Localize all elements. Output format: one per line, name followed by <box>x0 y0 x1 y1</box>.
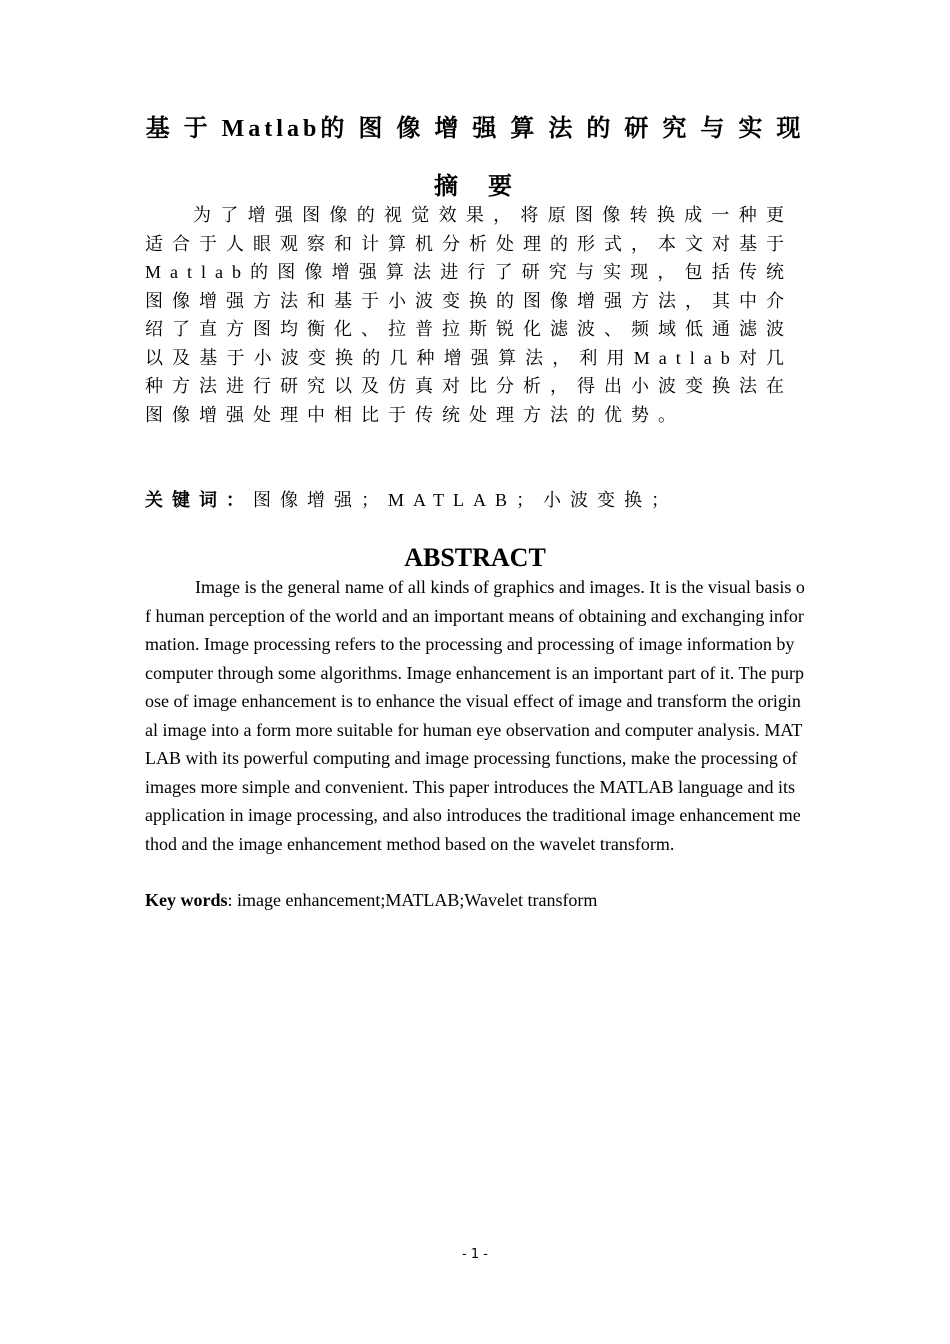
en-keywords <box>145 886 805 914</box>
en-keywords-label: Key words <box>145 890 228 910</box>
page-title: 基 于 Matlab的 图 像 增 强 算 法 的 研 究 与 实 现 <box>145 116 805 142</box>
cn-abstract-body: 为了增强图像的视觉效果，将原图像转换成一种更适合于人眼观察和计算机分析处理的形式，本文对基于Matlab的图像增强算法进行了研究与实现，包括传统图像增强方法和基于小波变换的图像增强方法，其中介绍了直方图均衡化、拉普拉斯锐化滤波、频域低通滤波以及基于小波变换的几种增强算法，利用Matlab对几种方法进行研究以及仿真对比分析，得出小波变换法在图像增强处理中相比于传统处理方法的优势。 <box>145 205 793 425</box>
en-keywords-value: : image enhancement;MATLAB;Wavelet transform <box>227 890 598 910</box>
cn-keywords <box>145 486 793 514</box>
page-number: - 1 - <box>462 1247 488 1262</box>
cn-abstract-heading: 摘 要 <box>434 174 524 200</box>
cn-keywords-label: 关键词： <box>145 490 253 510</box>
en-abstract-body: Image is the general name of all kinds of graphics and images. It is the visual basis of human perception of the world and an important means of obtaining and exchanging information. Image processing refers to the processing and processing of image information by computer through some algorithms. Image enhancement is an important part of it. The purpose of image enhancement is to enhance the visual effect of image and transform the original image into a form more suitable for human eye observation and computer analysis. MATLAB with its powerful computing and image processing functions, make the processing of images more simple and convenient. This paper introduces the MATLAB language and its application in image processing, and also introduces the traditional image enhancement method and the image enhancement method based on the wavelet transform. <box>145 577 805 854</box>
cn-keywords-value: 图像增强；MATLAB；小波变换； <box>253 490 679 510</box>
en-abstract-heading: ABSTRACT <box>404 543 546 572</box>
